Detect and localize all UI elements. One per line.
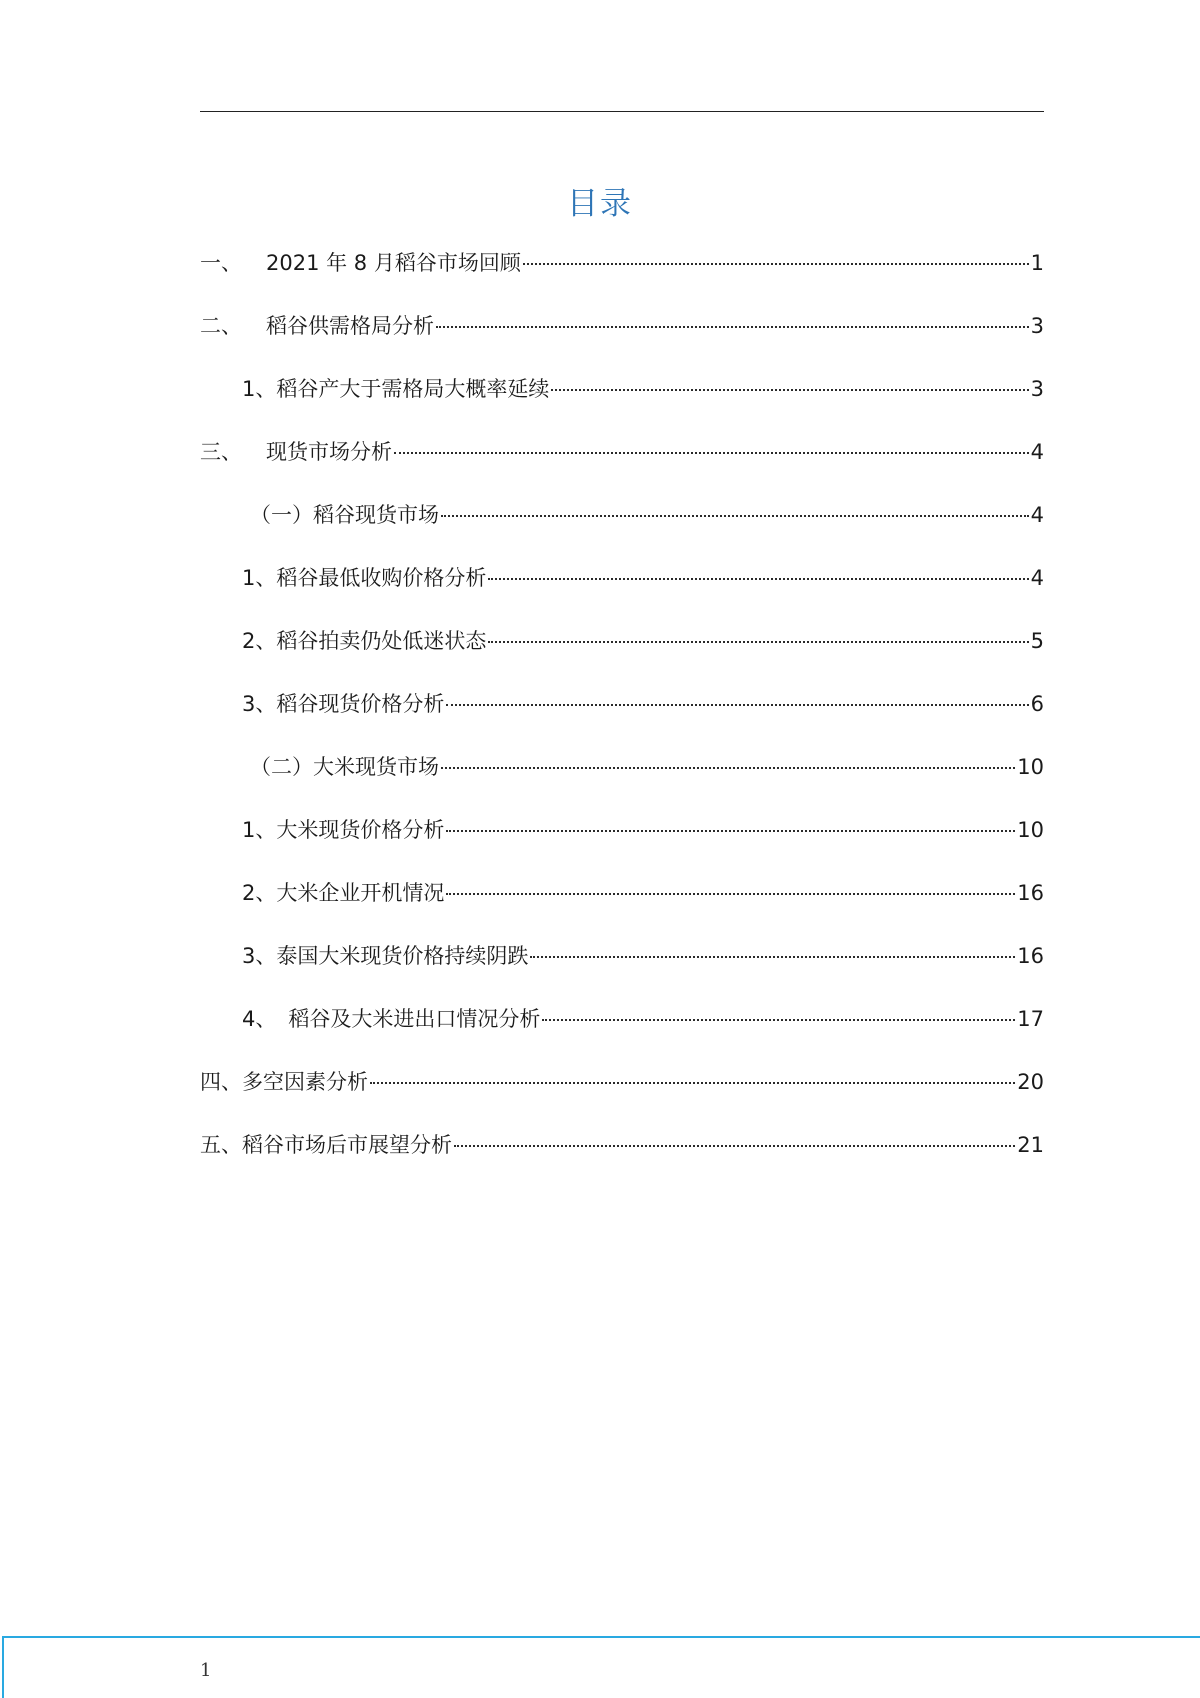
toc-entry-number: 4、 [242,1007,277,1031]
dot-leader [394,452,1029,454]
dot-leader [446,893,1015,895]
toc-entry-page: 16 [1017,881,1044,905]
toc-entry-15[interactable] [200,1125,1044,1165]
footer-page-number: 1 [200,1660,212,1681]
toc-entry-title: 3、泰国大米现货价格持续阴跌 [242,944,529,968]
toc-entry-6[interactable] [200,558,1044,598]
toc-entry-page: 5 [1030,629,1044,653]
dot-leader [488,641,1028,643]
toc-title: 目录 [567,186,633,222]
toc-entry-title: 2、稻谷拍卖仍处低迷状态 [242,629,487,653]
header-rule [200,111,1044,112]
toc-entry-title: 1、稻谷最低收购价格分析 [242,566,487,590]
toc-entry-title: （二）大米现货市场 [250,755,439,779]
toc-entry-number: 一、 [200,251,242,275]
toc-entry-11[interactable] [200,873,1044,913]
dot-leader [488,578,1028,580]
toc-entry-7[interactable] [200,621,1044,661]
toc-entry-5[interactable] [200,495,1044,535]
toc-entry-title: 2、大米企业开机情况 [242,881,445,905]
dot-leader [523,263,1029,265]
toc-entry-title: 稻谷供需格局分析 [266,314,434,338]
toc-entry-page: 4 [1030,503,1044,527]
dot-leader [370,1082,1015,1084]
toc-entry-title: 五、稻谷市场后市展望分析 [200,1133,452,1157]
dot-leader [446,704,1028,706]
toc-entry-page: 10 [1017,818,1044,842]
toc-entry-3[interactable] [200,369,1044,409]
toc-entry-13[interactable] [200,999,1044,1039]
dot-leader [441,767,1015,769]
toc-entry-number: 三、 [200,440,242,464]
toc-entry-page: 4 [1030,566,1044,590]
toc-entry-4[interactable] [200,432,1044,472]
dot-leader [542,1019,1015,1021]
dot-leader [551,389,1028,391]
toc-entry-page: 17 [1017,1007,1044,1031]
dot-leader [436,326,1029,328]
dot-leader [441,515,1029,517]
toc-entry-page: 6 [1030,692,1044,716]
toc-entry-1[interactable] [200,243,1044,283]
toc-entry-title: 3、稻谷现货价格分析 [242,692,445,716]
toc-entry-page: 20 [1017,1070,1044,1094]
dot-leader [454,1145,1015,1147]
toc-entry-page: 1 [1030,251,1044,275]
toc-entry-title: 稻谷及大米进出口情况分析 [288,1007,541,1031]
toc-entry-number: 二、 [200,314,242,338]
toc-entry-title: （一）稻谷现货市场 [250,503,439,527]
toc-entry-title: 1、大米现货价格分析 [242,818,445,842]
dot-leader [530,956,1015,958]
toc-entry-12[interactable] [200,936,1044,976]
toc-entry-title: 1、稻谷产大于需格局大概率延续 [242,377,550,401]
dot-leader [446,830,1015,832]
toc-entry-8[interactable] [200,684,1044,724]
toc-entry-page: 4 [1030,440,1044,464]
toc-entry-page: 21 [1017,1133,1044,1157]
toc-entry-10[interactable] [200,810,1044,850]
toc-entry-title: 四、多空因素分析 [200,1070,368,1094]
toc-entry-9[interactable] [200,747,1044,787]
footer-rule [2,1636,1200,1698]
toc-entry-title: 2021 年 8 月稻谷市场回顾 [266,251,521,275]
toc-entry-2[interactable] [200,306,1044,346]
toc-entry-14[interactable] [200,1062,1044,1102]
toc-entry-page: 3 [1030,377,1044,401]
toc-entry-page: 3 [1030,314,1044,338]
toc-entry-title: 现货市场分析 [266,440,392,464]
toc-entry-page: 16 [1017,944,1044,968]
toc-entry-page: 10 [1017,755,1044,779]
